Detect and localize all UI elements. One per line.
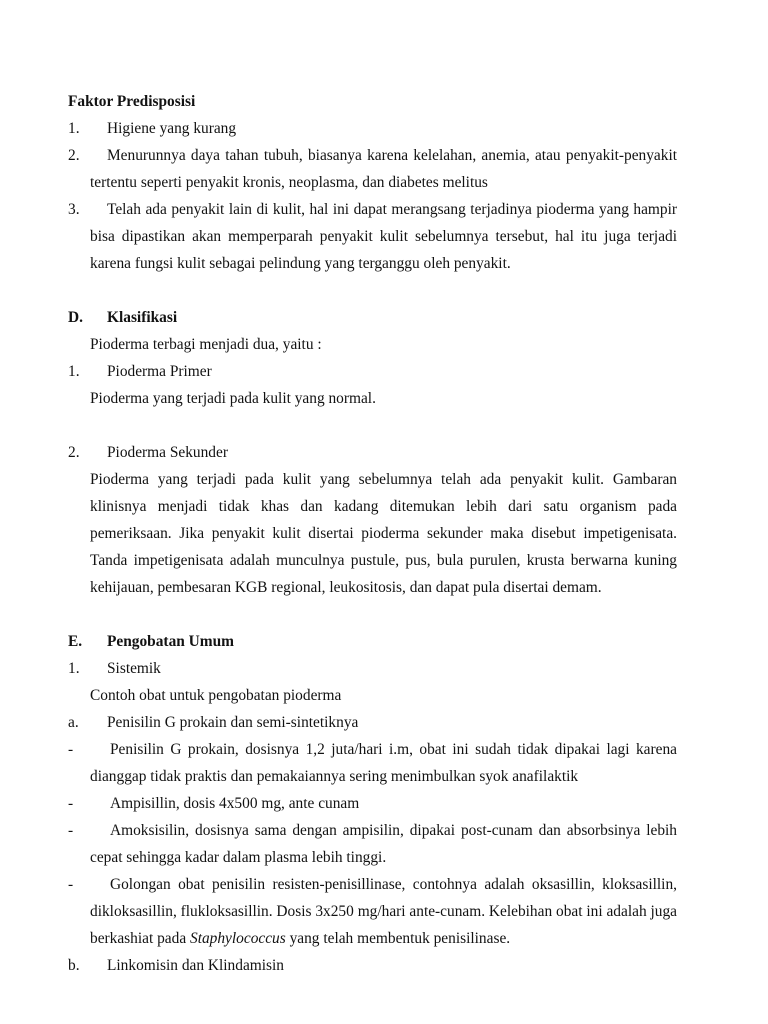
- list-marker: 1.: [68, 660, 80, 677]
- bullet-item-text: Amoksisilin, dosisnya sama dengan ampisilin, dipakai post-cunam dan absorbsinya lebih cepat sehingga kadar dalam plasma lebih tinggi.: [90, 822, 677, 866]
- paragraph-spacer: [68, 412, 677, 439]
- list-item: [68, 709, 677, 736]
- list-item-text: Higiene yang kurang: [107, 120, 237, 137]
- list-item: [68, 952, 677, 979]
- list-item-body: Pioderma yang terjadi pada kulit yang sebelumnya telah ada penyakit kulit. Gambaran klinisnya menjadi tidak khas dan kadang ditemukan lebih dari satu organism pada pemeriksaan. Jika penyakit kulit disertai pioderma sekunder maka disebut impetigenisata. Tanda impetigenisata adalah munculnya pustule, pus, bula purulen, krusta berwarna kuning kehijauan, pembesaran KGB regional, leukositosis, dan dapat pula disertai demam.: [90, 471, 677, 596]
- section-title: Klasifikasi: [107, 309, 178, 326]
- bullet-item: [68, 736, 677, 790]
- section-heading-klasifikasi: [68, 304, 677, 331]
- list-item: [68, 655, 677, 682]
- list-item-text: Pioderma Primer: [107, 363, 212, 380]
- scientific-name-staphylococcus: Staphylococcus: [190, 930, 286, 947]
- bullet-text-part1: Golongan obat penisilin resisten-penisillinase, contohnya adalah oksasillin, kloksasillin, dikloksasillin, flukloksasillin. Dosis 3x250 mg/hari ante-cunam. Kelebihan obat ini adalah juga berkashiat pada: [90, 876, 677, 947]
- klasifikasi-intro: Pioderma terbagi menjadi dua, yaitu :: [90, 336, 322, 353]
- list-marker: 1.: [68, 120, 80, 137]
- list-marker: 3.: [68, 201, 80, 218]
- list-marker: 1.: [68, 363, 80, 380]
- bullet-text-part2: yang telah membentuk penisilinase.: [285, 930, 511, 947]
- section-heading-pengobatan-umum: [68, 628, 677, 655]
- list-marker: 2.: [68, 444, 80, 461]
- bullet-marker: -: [68, 822, 74, 839]
- section-heading-faktor-predisposisi: Faktor Predisposisi: [68, 93, 196, 110]
- list-marker: b.: [68, 957, 80, 974]
- bullet-item: [68, 817, 677, 871]
- list-item-text: Linkomisin dan Klindamisin: [107, 957, 284, 974]
- paragraph-spacer: [68, 277, 677, 304]
- list-item-text: Telah ada penyakit lain di kulit, hal ini dapat merangsang terjadinya pioderma yang hampir bisa dipastikan akan memperparah penyakit kulit sebelumnya tersebut, hal itu juga terjadi karena fungsi kulit sebagai pelindung yang terganggu oleh penyakit.: [90, 201, 677, 272]
- bullet-item: [68, 790, 677, 817]
- bullet-marker: -: [68, 741, 74, 758]
- section-title: Pengobatan Umum: [107, 633, 234, 650]
- bullet-marker: -: [68, 795, 74, 812]
- list-item-text: Sistemik: [107, 660, 161, 677]
- paragraph-spacer: [68, 601, 677, 628]
- list-item-text: Menurunnya daya tahan tubuh, biasanya karena kelelahan, anemia, atau penyakit-penyakit tertentu seperti penyakit kronis, neoplasma, dan diabetes melitus: [90, 147, 677, 191]
- list-item-text: Penisilin G prokain dan semi-sintetiknya: [107, 714, 359, 731]
- list-item: [68, 196, 677, 277]
- bullet-item-text: Ampisillin, dosis 4x500 mg, ante cunam: [110, 795, 360, 812]
- list-item: [68, 115, 677, 142]
- section-marker: D.: [68, 309, 83, 326]
- list-item-body: Contoh obat untuk pengobatan pioderma: [90, 687, 342, 704]
- bullet-item-text: Penisilin G prokain, dosisnya 1,2 juta/hari i.m, obat ini sudah tidak dipakai lagi karena dianggap tidak praktis dan pemakaiannya sering menimbulkan syok anafilaktik: [90, 741, 677, 785]
- list-item-body: Pioderma yang terjadi pada kulit yang normal.: [90, 390, 376, 407]
- bullet-item-resisten: [68, 871, 677, 952]
- list-item: [68, 358, 677, 385]
- document-body: [68, 88, 677, 979]
- list-marker: 2.: [68, 147, 80, 164]
- list-item: [68, 439, 677, 466]
- list-marker: a.: [68, 714, 79, 731]
- list-item-text: Pioderma Sekunder: [107, 444, 228, 461]
- bullet-marker: -: [68, 876, 74, 893]
- list-item: [68, 142, 677, 196]
- section-marker: E.: [68, 633, 83, 650]
